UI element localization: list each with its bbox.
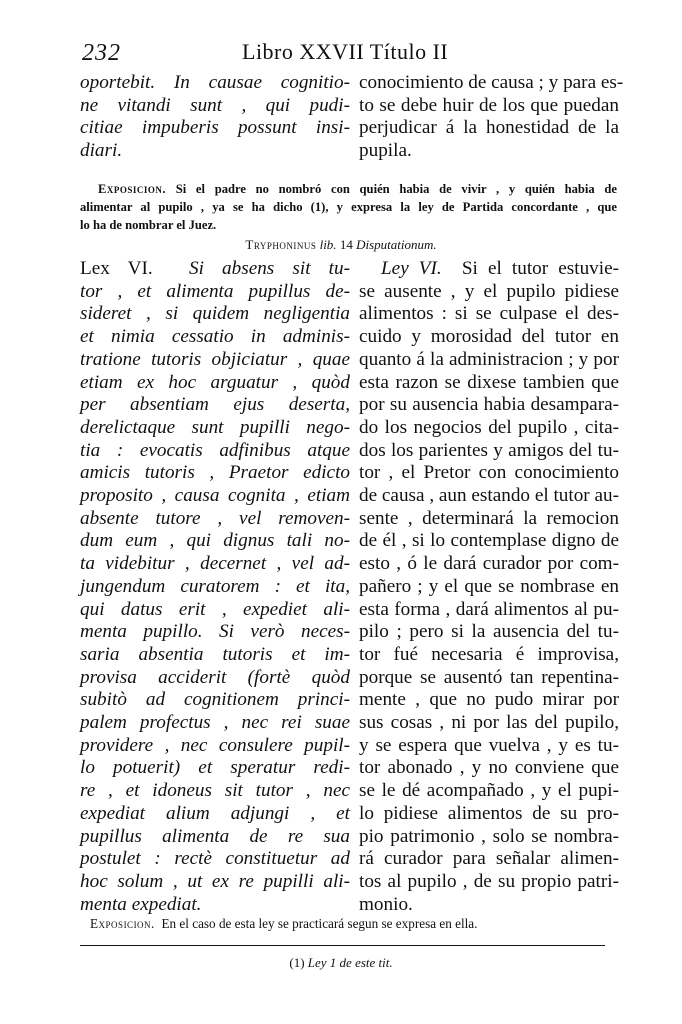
spanish-line: y se espera que vuelva , y es tu- [359, 734, 619, 756]
exposicion-line: lo ha de nombrar el Juez. [80, 218, 217, 232]
source-book: lib. [319, 237, 337, 252]
spanish-line: se le dé acompañado , y el pupi- [359, 780, 619, 802]
latin-line: diari. [80, 140, 123, 162]
latin-line: postulet : rectè constituetur ad [80, 848, 350, 870]
spanish-line: tor , el Pretor con conocimiento [359, 462, 619, 484]
latin-line: hoc solum , ut ex re pupilli ali- [80, 870, 350, 892]
spanish-line: do los negocios del pupilo , cita- [359, 416, 619, 438]
exposicion-label: Exposicion. [90, 916, 155, 931]
latin-line: qui datus erit , expediet ali- [80, 598, 350, 620]
latin-line: ta videbitur , decernet , vel ad- [80, 553, 350, 575]
top-spanish-text [359, 72, 624, 163]
latin-line: provisa acciderit (fortè quòd [80, 666, 350, 688]
top-latin-text [80, 72, 350, 163]
spanish-line: se ausente , y el pupilo pidiese [359, 280, 619, 302]
latin-line: absente tutore , vel removen- [80, 507, 350, 529]
spanish-line: mente , que no pudo mirar por [359, 689, 619, 711]
latin-line: tia : evocatis adfinibus atque [80, 439, 350, 461]
footnote-mark: (1) [289, 955, 305, 970]
exposicion-note-1 [80, 180, 617, 234]
lex-latin-text [80, 258, 350, 916]
source-citation [0, 237, 682, 253]
exposicion-label: Exposicion. [98, 182, 167, 196]
exposicion-text: En el caso de esta ley se practicará segun se expresa en ella. [161, 916, 478, 931]
spanish-line: tor abonado , y no conviene que [359, 757, 619, 779]
latin-line: tratione tutoris objiciatur , quae [80, 348, 350, 370]
latin-line: etiam ex hoc arguatur , quòd [80, 371, 350, 393]
spanish-line: pilo ; pero si la ausencia del tu- [359, 621, 619, 643]
exposicion-note-2 [80, 916, 477, 932]
spanish-line: quanto á la administracion ; y por [359, 348, 619, 370]
lex-label: Lex VI. [80, 258, 153, 279]
latin-line: menta pupillo. Si verò neces- [80, 621, 350, 643]
spanish-line: rá curador para señalar alimen- [359, 848, 619, 870]
spanish-line: perjudicar á la honestidad de la [359, 117, 619, 139]
spanish-line: conocimiento de causa ; y para es- [359, 72, 624, 93]
spanish-line: alimentos : si se culpase el des- [359, 303, 619, 325]
spanish-line: tos al pupilo , de su propio patri- [359, 870, 619, 892]
spanish-line: de causa , aun estando el tutor au- [359, 485, 619, 507]
footnote-text: Ley 1 de este tit. [307, 955, 393, 970]
latin-line: menta expediat. [80, 893, 202, 915]
latin-line: proposito , causa cognita , etiam [80, 485, 350, 507]
exposicion-line: Si el padre no nombró con quién habia de vivir , y quién habia de [175, 182, 617, 196]
source-work: Disputationum. [356, 237, 437, 252]
latin-line: expediat alium adjungi , et [80, 802, 350, 824]
latin-line: providere , nec consulere pupil- [80, 734, 350, 756]
spanish-line: monio. [359, 893, 413, 915]
latin-line: citiae impuberis possunt insi- [80, 117, 350, 139]
latin-line: et nimia cessatio in adminis- [80, 326, 350, 348]
spanish-line: tor fué necesaria é improvisa, [359, 643, 619, 665]
latin-line: re , et idoneus sit tutor , nec [80, 780, 350, 802]
latin-line: oportebit. In causae cognitio- [80, 72, 350, 93]
spanish-line: lo pidiese alimentos de su pro- [359, 802, 619, 824]
spanish-line: to se debe huir de los que puedan [359, 94, 619, 116]
footnote-rule [80, 945, 605, 946]
latin-line: lo potuerit) et speratur redi- [80, 757, 350, 779]
latin-line: palem profectus , nec rei suae [80, 712, 350, 734]
spanish-line: pio patrimonio , solo se nombra- [359, 825, 619, 847]
ley-first-line: Si el tutor estuvie- [461, 258, 619, 279]
latin-line: tor , et alimenta pupillus de- [80, 280, 350, 302]
exposicion-line: alimentar al pupilo , ya se ha dicho (1), y expresa la ley de Partida concordante , que [80, 200, 617, 214]
latin-line: per absentiam ejus deserta, [80, 394, 350, 416]
latin-line: jungendum curatorem : et ita, [80, 575, 350, 597]
spanish-line: sus cosas , ni por las del pupilo, [359, 712, 619, 734]
latin-line: sideret , si quidem negligentia [80, 303, 350, 325]
spanish-line: porque se ausentó tan repentina- [359, 666, 619, 688]
running-title: Libro XXVII Título II [242, 39, 449, 64]
spanish-line: esta forma , dará alimentos al pu- [359, 598, 619, 620]
latin-line: pupillus alimenta de re sua [80, 825, 350, 847]
spanish-line: pupila. [359, 140, 412, 162]
ley-spanish-text [359, 258, 619, 916]
footnote [0, 955, 682, 971]
latin-line: saria absentia tutoris et im- [80, 643, 350, 665]
latin-line: ne vitandi sunt , qui pudi- [80, 94, 350, 116]
latin-line: subitò ad cognitionem princi- [80, 689, 350, 711]
spanish-line: cuido y morosidad del tutor en [359, 326, 619, 348]
ley-label: Ley VI. [381, 258, 442, 279]
spanish-line: esto , ó le dará curador por com- [359, 553, 619, 575]
latin-line: dum eum , qui dignus tali no- [80, 530, 350, 552]
page-number: 232 [82, 40, 121, 66]
spanish-line: esta razon se dixese tambien que [359, 371, 619, 393]
source-number: 14 [339, 237, 353, 252]
latin-line: derelictaque sunt pupilli nego- [80, 416, 350, 438]
latin-line: amicis tutoris , Praetor edicto [80, 462, 350, 484]
spanish-line: dos los parientes y amigos del tu- [359, 439, 619, 461]
spanish-line: pañero ; y el que se nombrase en [359, 575, 619, 597]
source-author: Tryphoninus [245, 237, 317, 252]
spanish-line: sente , determinará la remocion [359, 507, 619, 529]
spanish-line: por su ausencia habia desampara- [359, 394, 619, 416]
spanish-line: de él , si lo contemplase digno de [359, 530, 619, 552]
lex-first-line: Si absens sit tu- [188, 258, 350, 279]
